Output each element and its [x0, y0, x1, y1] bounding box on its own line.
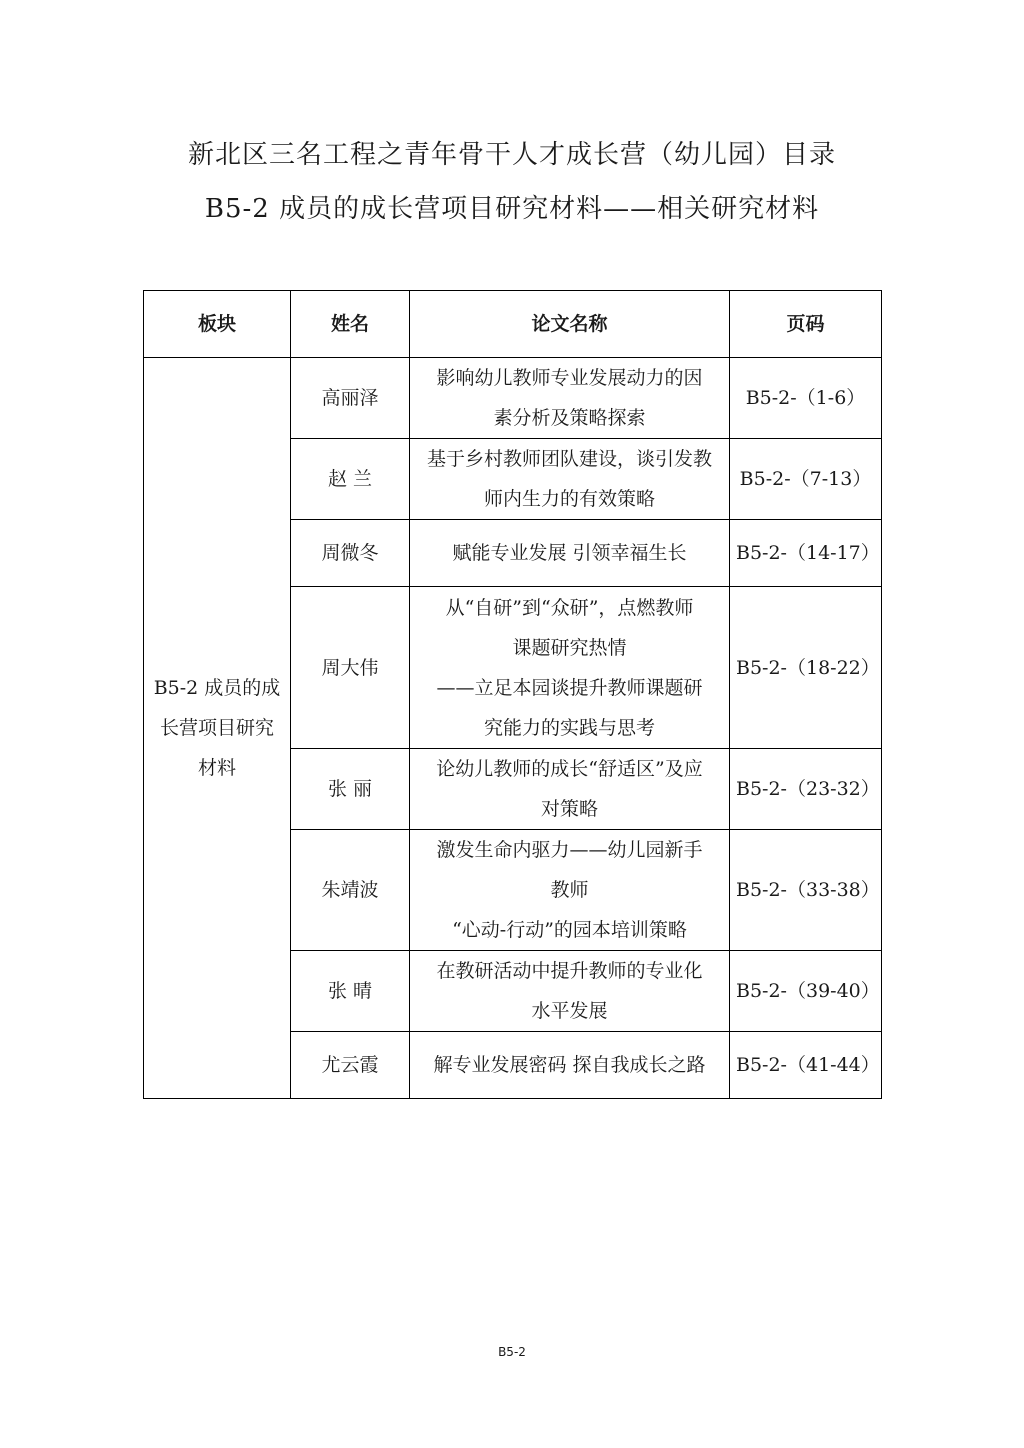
paper-title: [410, 439, 730, 520]
table-body: [144, 358, 882, 1099]
author-name: 周大伟: [291, 587, 410, 749]
paper-title-line: 赋能专业发展 引领幸福生长: [452, 542, 687, 564]
document-subtitle: B5-2 成员的成长营项目研究材料——相关研究材料: [204, 194, 820, 224]
author-name: 高丽泽: [291, 358, 410, 439]
page-range: B5-2-（33-38）: [730, 830, 882, 951]
paper-title: [410, 1032, 730, 1099]
paper-title: [410, 520, 730, 587]
page-range: B5-2-（39-40）: [730, 951, 882, 1032]
paper-title-line: 从“自研”到“众研”，点燃教师: [445, 596, 694, 619]
paper-title-line: 在教研活动中提升教师的专业化: [436, 960, 703, 982]
paper-title-line: 师内生力的有效策略: [483, 488, 655, 510]
page-footer: B5-2: [498, 1345, 526, 1359]
table-row: [144, 358, 882, 439]
paper-title-line: 究能力的实践与思考: [483, 716, 655, 739]
author-name: 周微冬: [291, 520, 410, 587]
paper-title-line: 影响幼儿教师专业发展动力的因: [436, 367, 703, 389]
author-name: 张 晴: [291, 951, 410, 1032]
header-section: 板块: [144, 291, 291, 358]
paper-title-line: 基于乡村教师团队建设，谈引发教: [426, 448, 712, 470]
author-name: 张 丽: [291, 749, 410, 830]
paper-title-line: 教师: [550, 879, 589, 901]
author-name: 尤云霞: [291, 1032, 410, 1099]
paper-title-line: 激发生命内驱力——幼儿园新手: [436, 839, 703, 861]
paper-title-line: 论幼儿教师的成长“舒适区”及应: [436, 758, 703, 780]
paper-title: [410, 749, 730, 830]
table-header-row: [144, 291, 882, 358]
paper-title-line: ——立足本园谈提升教师课题研: [436, 676, 703, 699]
paper-title: [410, 951, 730, 1032]
section-cell: [144, 358, 291, 1099]
page-range: B5-2-（7-13）: [730, 439, 882, 520]
contents-table: [143, 290, 882, 1099]
paper-title: [410, 830, 730, 951]
page-range: B5-2-（14-17）: [730, 520, 882, 587]
section-line: 材料: [197, 757, 236, 779]
section-line: B5-2 成员的成: [153, 677, 281, 699]
header-name: 姓名: [291, 291, 410, 358]
page-range: B5-2-（18-22）: [730, 587, 882, 749]
paper-title-line: 解专业发展密码 探自我成长之路: [433, 1054, 706, 1076]
page-range: B5-2-（41-44）: [730, 1032, 882, 1099]
section-line: 长营项目研究: [159, 717, 274, 739]
author-name: 赵 兰: [291, 439, 410, 520]
paper-title: [410, 358, 730, 439]
document-title: 新北区三名工程之青年骨干人才成长营（幼儿园）目录: [187, 140, 836, 170]
paper-title-line: 水平发展: [531, 1000, 608, 1022]
paper-title-line: 课题研究热情: [512, 636, 627, 659]
paper-title: [410, 587, 730, 749]
paper-title-line: 对策略: [540, 798, 598, 820]
paper-title-line: “心动-行动”的园本培训策略: [452, 919, 687, 941]
page-range: B5-2-（23-32）: [730, 749, 882, 830]
header-pages: 页码: [730, 291, 882, 358]
author-name: 朱靖波: [291, 830, 410, 951]
page-range: B5-2-（1-6）: [730, 358, 882, 439]
paper-title-line: 素分析及策略探索: [493, 407, 646, 429]
header-paper-title: 论文名称: [410, 291, 730, 358]
